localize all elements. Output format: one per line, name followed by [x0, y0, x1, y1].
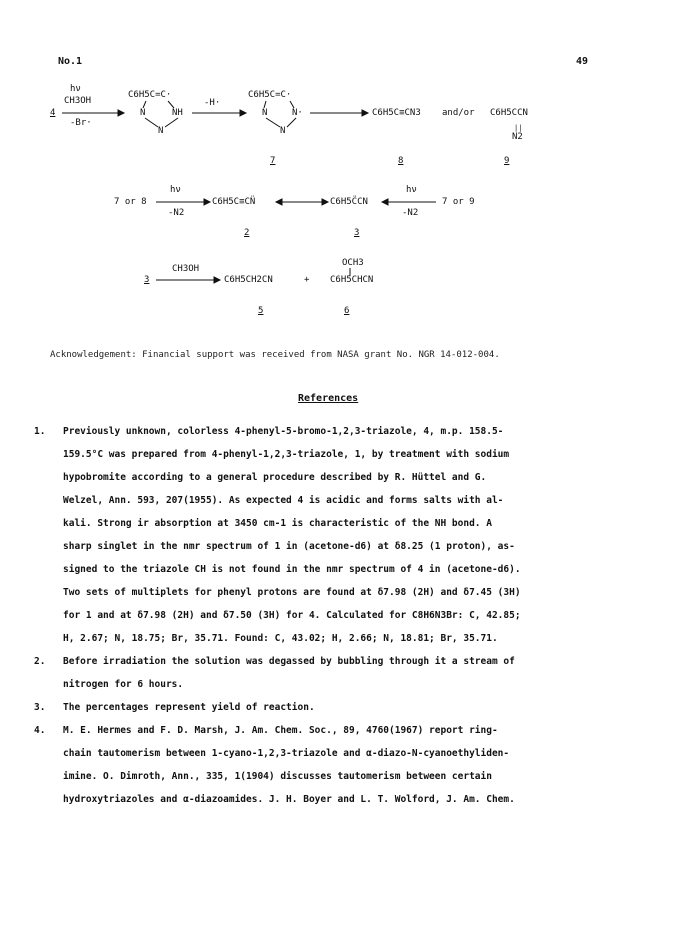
reference-line: The percentages represent yield of reaction.: [63, 702, 315, 713]
reference-line: signed to the triazole CH is not found in the nmr spectrum of 4 in (acetone-d6).: [63, 564, 521, 575]
page-number: 49: [576, 56, 589, 67]
solvent-label: CH3OH: [64, 96, 92, 106]
reference-body: [63, 696, 623, 719]
reference-3: [34, 696, 634, 719]
reference-4: [34, 719, 634, 811]
product-5: C6H5CH2CN: [224, 275, 273, 285]
reference-line: nitrogen for 6 hours.: [63, 679, 184, 690]
compound-4-label: 4: [50, 108, 56, 118]
reference-line: Welzel, Ann. 593, 207(1955). As expected 4 is acidic and forms salts with al-: [63, 495, 504, 506]
reference-line: Previously unknown, colorless 4-phenyl-5-bromo-1,2,3-triazole, 4, m.p. 158.5-: [63, 426, 504, 437]
scheme-arrows: [0, 0, 680, 340]
reference-line: kali. Strong ir absorption at 3450 cm-1 is characteristic of the NH bond. A: [63, 518, 492, 529]
reference-line: chain tautomerism between 1-cyano-1,2,3-triazole and α-diazo-N-cyanoethyliden-: [63, 748, 510, 759]
product-diazo-n2: N2: [512, 132, 523, 142]
diazo-double-bond: ||: [514, 124, 523, 132]
phenylcyanocarbene: C6H5C̈CN: [330, 197, 368, 207]
row2-hv: hν: [170, 185, 181, 195]
plus-sign: +: [304, 275, 310, 285]
cyanocarbene: C6H5C≡CN̈: [212, 197, 256, 207]
triazole-a-top: C6H5C=C·: [128, 90, 172, 100]
reference-body: [63, 650, 623, 696]
row2-hv-right: hν: [406, 185, 417, 195]
triazole-a-n1: N: [140, 108, 146, 118]
reference-line: imine. O. Dimroth, Ann., 335, 1(1904) discusses tautomerism between certain: [63, 771, 492, 782]
product-6-och3: OCH3: [342, 258, 364, 268]
reference-number: 3.: [34, 702, 46, 713]
compound-2-label: 2: [244, 228, 250, 238]
compound-5-label: 5: [258, 306, 264, 316]
compound-9-label: 9: [504, 156, 510, 166]
reference-line: for 1 and at δ7.98 (2H) and δ7.50 (3H) for 4. Calculated for C8H6N3Br: C, 42.85;: [63, 610, 521, 621]
page-header-left: No.1: [58, 56, 83, 67]
reference-line: Before irradiation the solution was degassed by bubbling through it a stream of: [63, 656, 515, 667]
compound-8-label: 8: [398, 156, 404, 166]
product-diazo: C6H5CCN: [490, 108, 528, 118]
reference-body: [63, 420, 623, 650]
reference-1: [34, 420, 634, 650]
andor-text: and/or: [442, 108, 475, 118]
row2-minus-n2: -N2: [168, 208, 185, 218]
hv-label: hν: [70, 84, 81, 94]
product-6: C6H5CHCN: [330, 275, 374, 285]
reference-2: [34, 650, 634, 696]
reference-line: H, 2.67; N, 18.75; Br, 35.71. Found: C, 43.02; H, 2.66; N, 18.81; Br, 35.71.: [63, 633, 498, 644]
reference-body: [63, 719, 623, 811]
row3-solvent: CH3OH: [172, 264, 200, 274]
triazole-a-n3: N: [158, 126, 164, 136]
references-title: References: [298, 393, 359, 404]
row2-minus-n2-right: -N2: [402, 208, 419, 218]
triazole-b-n1: N: [262, 108, 268, 118]
triazole-b-n2: N·: [292, 108, 303, 118]
reference-line: sharp singlet in the nmr spectrum of 1 in (acetone-d6) at δ8.25 (1 proton), as-: [63, 541, 515, 552]
row3-left: 3: [144, 275, 150, 285]
reference-number: 4.: [34, 725, 46, 736]
row2-left: 7 or 8: [114, 197, 147, 207]
triazole-a-nh: NH: [172, 108, 183, 118]
reference-line: 159.5°C was prepared from 4-phenyl-1,2,3-triazole, 1, by treatment with sodium: [63, 449, 510, 460]
reference-line: M. E. Hermes and F. D. Marsh, J. Am. Chem. Soc., 89, 4760(1967) report ring-: [63, 725, 498, 736]
product-azide: C6H5C≡CN3: [372, 108, 421, 118]
compound-6-label: 6: [344, 306, 350, 316]
reference-line: hydroxytriazoles and α-diazoamides. J. H. Boyer and L. T. Wolford, J. Am. Chem.: [63, 794, 515, 805]
reference-line: Two sets of multiplets for phenyl protons are found at δ7.98 (2H) and δ7.45 (3H): [63, 587, 521, 598]
reference-number: 1.: [34, 426, 46, 437]
acknowledgement: Acknowledgement: Financial support was received from NASA grant No. NGR 14-012-004.: [50, 350, 500, 360]
loss-h-label: -H·: [204, 98, 221, 108]
reference-line: hypobromite according to a general procedure described by R. Hüttel and G.: [63, 472, 487, 483]
compound-7-label: 7: [270, 156, 276, 166]
loss-br-label: -Br·: [70, 118, 92, 128]
triazole-b-top: C6H5C=C·: [248, 90, 292, 100]
triazole-b-n3: N: [280, 126, 286, 136]
compound-3-label: 3: [354, 228, 360, 238]
reference-number: 2.: [34, 656, 46, 667]
row2-right: 7 or 9: [442, 197, 475, 207]
